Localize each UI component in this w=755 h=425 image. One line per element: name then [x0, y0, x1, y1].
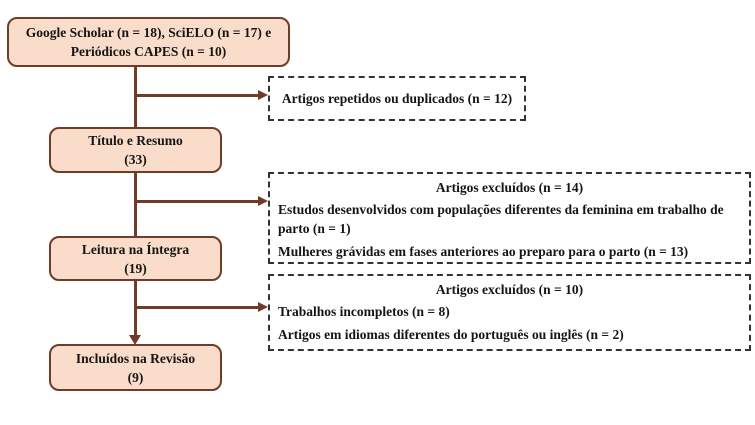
flow-box-label-line: (19)	[124, 260, 147, 276]
branch-arrow-excluded-14	[136, 200, 258, 203]
arrowhead-right-icon	[258, 196, 268, 206]
flow-box-included	[49, 344, 222, 391]
flow-box-label-line: Leitura na Íntegra	[81, 241, 190, 257]
exclusion-box-item: Trabalhos incompletos (n = 8)	[278, 304, 450, 319]
exclusion-box-excluded-10	[268, 274, 751, 351]
flow-box-label-line: Google Scholar (n = 18), SciELO (n = 17) e	[25, 25, 272, 40]
flow-box-label-line: Incluídos na Revisão	[75, 350, 196, 366]
flow-box-full-reading	[49, 236, 222, 281]
flow-box-title-abstract	[49, 127, 222, 173]
flow-box-label-line: (33)	[124, 152, 147, 167]
connector-line-title-to-reading	[134, 172, 137, 237]
arrowhead-right-icon	[258, 302, 268, 312]
flow-box-identification	[7, 17, 290, 67]
exclusion-box-excluded-14	[268, 172, 751, 264]
exclusion-box-item: Estudos desenvolvidos com populações diferentes da feminina em trabalho de parto (n = 1)	[278, 202, 724, 236]
flow-box-label-line: Título e Resumo	[88, 133, 183, 148]
exclusion-box-title: Artigos excluídos (n = 10)	[435, 282, 584, 297]
branch-arrow-excluded-10	[136, 306, 258, 309]
exclusion-box-item: Artigos em idiomas diferentes do português ou inglês (n = 2)	[278, 327, 624, 342]
exclusion-box-duplicates	[268, 76, 526, 121]
flow-box-label-line: (9)	[127, 369, 144, 385]
flow-box-label-line: Periódicos CAPES (n = 10)	[70, 44, 227, 59]
branch-arrow-duplicates	[136, 94, 258, 97]
exclusion-box-item: Mulheres grávidas em fases anteriores ao preparo para o parto (n = 13)	[278, 244, 689, 259]
connector-line-identification-to-title	[134, 66, 137, 128]
exclusion-box-title: Artigos repetidos ou duplicados (n = 12)	[281, 91, 513, 106]
exclusion-box-title: Artigos excluídos (n = 14)	[435, 180, 584, 195]
arrowhead-right-icon	[258, 90, 268, 100]
